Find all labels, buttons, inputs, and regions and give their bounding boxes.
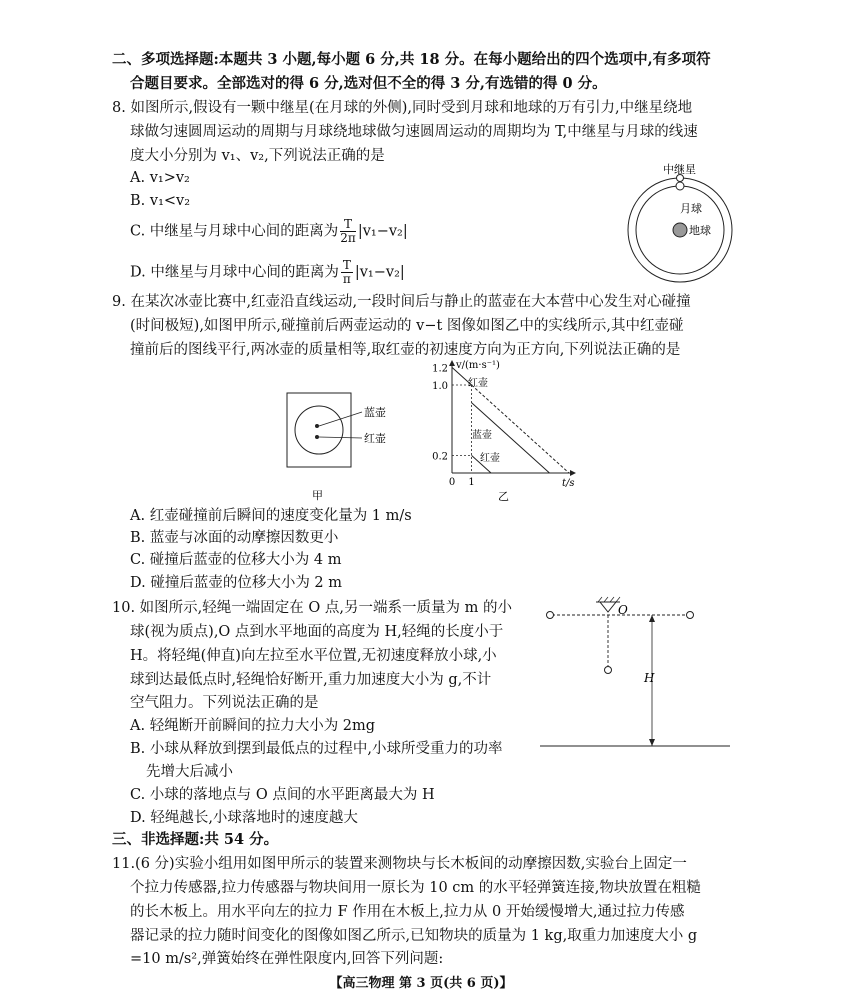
series-label-blue: 蓝壶 [472, 430, 492, 441]
q10-stem-line4: 球到达最低点时,轻绳恰好断开,重力加速度大小为 g,不计 [130, 672, 492, 688]
q10-option-b-line1: B. 小球从释放到摆到最低点的过程中,小球所受重力的功率 [130, 741, 503, 757]
q8-option-c-fraction: $\frac{T}{2\pi}$ [340, 217, 356, 245]
q8-stem-line2: 球做匀速圆周运动的周期与月球绕地球做匀速圆周运动的周期均为 T,中继星与月球的线速 [130, 124, 698, 140]
q10-pendulum-figure [540, 596, 735, 760]
earth-dot [673, 223, 687, 237]
q11-line4: 器记录的拉力随时间变化的图像如图乙所示,已知物块的质量为 1 kg,取重力加速度大小 g [130, 928, 698, 944]
q11-line5: =10 m/s²,弹簧始终在弹性限度内,回答下列问题: [130, 951, 444, 967]
series-label-red-after: 红壶 [480, 453, 500, 464]
q9-option-b: B. 蓝壶与冰面的动摩擦因数更小 [130, 530, 339, 546]
q9-vt-chart [420, 358, 580, 507]
x-tick-0: 0 [448, 477, 456, 488]
yi-caption: 乙 [498, 490, 509, 503]
q8-option-c-text: C. 中继星与月球中心间的距离为 [130, 223, 339, 240]
relay-label: 中继星 [663, 163, 696, 176]
y-axis-label: v/(m·s⁻¹) [456, 360, 500, 371]
ball-right [687, 612, 694, 619]
q8-orbit-figure [625, 160, 740, 289]
q9-stem-line1: 9. 在某次冰壶比赛中,红壶沿直线运动,一段时间后与静止的蓝壶在大本营中心发生对心碰撞 [112, 294, 691, 310]
q9-option-d: D. 碰撞后蓝壶的位移大小为 2 m [130, 575, 343, 591]
q11-line3: 的长木板上。用水平向左的拉力 F 作用在木板上,拉力从 0 开始缓慢增大,通过拉力传感 [130, 904, 685, 920]
blue-stone [315, 424, 319, 428]
jia-blue-label: 蓝壶 [364, 406, 386, 419]
jia-red-label: 红壶 [364, 432, 386, 445]
page-footer: 【高三物理 第 3 页(共 6 页)】 [329, 976, 513, 991]
point-O-label: O [618, 603, 628, 617]
jia-caption: 甲 [312, 489, 323, 502]
y-tick-0.2: 0.2 [432, 451, 448, 463]
red-stone [315, 435, 319, 439]
q8-option-c-abs: |v₁−v₂| [357, 223, 408, 240]
q8-option-b: B. v₁<v₂ [130, 193, 191, 209]
section2-line2: 合题目要求。全部选对的得 6 分,选对但不全的得 3 分,有选错的得 0 分。 [130, 75, 607, 92]
q10-option-c: C. 小球的落地点与 O 点间的水平距离最大为 H [130, 787, 435, 803]
q10-stem-line5: 空气阻力。下列说法正确的是 [130, 695, 319, 711]
q10-stem-line2: 球(视为质点),O 点到水平地面的高度为 H,轻绳的长度小于 [130, 624, 504, 640]
earth-label: 地球 [689, 224, 711, 237]
q9-option-a: A. 红壶碰撞前后瞬间的速度变化量为 1 m/s [130, 508, 412, 524]
q8-option-d-fraction: $\frac{T}{\pi}$ [342, 258, 351, 286]
q9-stem-line3: 撞前后的图线平行,两冰壶的质量相等,取红壶的初速度方向为正方向,下列说法正确的是 [130, 342, 681, 358]
q8-stem-line3: 度大小分别为 v₁、v₂,下列说法正确的是 [130, 148, 385, 164]
q10-option-a: A. 轻绳断开前瞬间的拉力大小为 2mg [130, 718, 376, 734]
pivot-support [600, 602, 616, 612]
series-label-red-before: 红壶 [468, 378, 488, 389]
x-tick-1: 1 [468, 477, 475, 488]
q10-option-b-line2: 先增大后减小 [146, 764, 233, 780]
q11-line2: 个拉力传感器,拉力传感器与物块间用一原长为 10 cm 的水平轻弹簧连接,物块放置在粗糙 [130, 880, 701, 896]
q9-figure-jia [282, 390, 402, 509]
y-tick-1.0: 1.0 [432, 381, 448, 392]
moon-label: 月球 [680, 202, 702, 215]
height-H-label: H [644, 671, 655, 685]
q10-stem-line1: 10. 如图所示,轻绳一端固定在 O 点,另一端系一质量为 m 的小 [112, 600, 512, 616]
q9-stem-line2: (时间极短),如图甲所示,碰撞前后两壶运动的 v−t 图像如图乙中的实线所示,其中红壶碰 [130, 318, 684, 334]
section3-title: 三、非选择题:共 54 分。 [112, 831, 279, 848]
q8-option-a: A. v₁>v₂ [130, 170, 190, 186]
section2-line1: 二、多项选择题:本题共 3 小题,每小题 6 分,共 18 分。在每小题给出的四个选项中,有多项符 [112, 51, 711, 68]
q8-option-d [130, 259, 405, 286]
ball-start [547, 612, 554, 619]
q8-option-d-abs: |v₁−v₂| [354, 264, 405, 281]
q8-option-c [130, 218, 408, 245]
ball-lowest [605, 667, 612, 674]
q8-option-d-text: D. 中继星与月球中心间的距离为 [130, 264, 339, 281]
q10-option-d: D. 轻绳越长,小球落地时的速度越大 [130, 810, 358, 826]
q8-stem-line1: 8. 如图所示,假设有一颗中继星(在月球的外侧),同时受到月球和地球的万有引力,中继星绕地 [112, 100, 693, 116]
q10-stem-line3: H。将轻绳(伸直)向左拉至水平位置,无初速度释放小球,小 [130, 648, 497, 664]
x-axis-label: t/s [562, 478, 575, 489]
q11-line1: 11.(6 分)实验小组用如图甲所示的装置来测物块与长木板间的动摩擦因数,实验台上固定一 [112, 856, 687, 872]
y-tick-1.2: 1.2 [432, 363, 448, 375]
q9-option-c: C. 碰撞后蓝壶的位移大小为 4 m [130, 552, 342, 568]
moon-dot [676, 182, 684, 190]
